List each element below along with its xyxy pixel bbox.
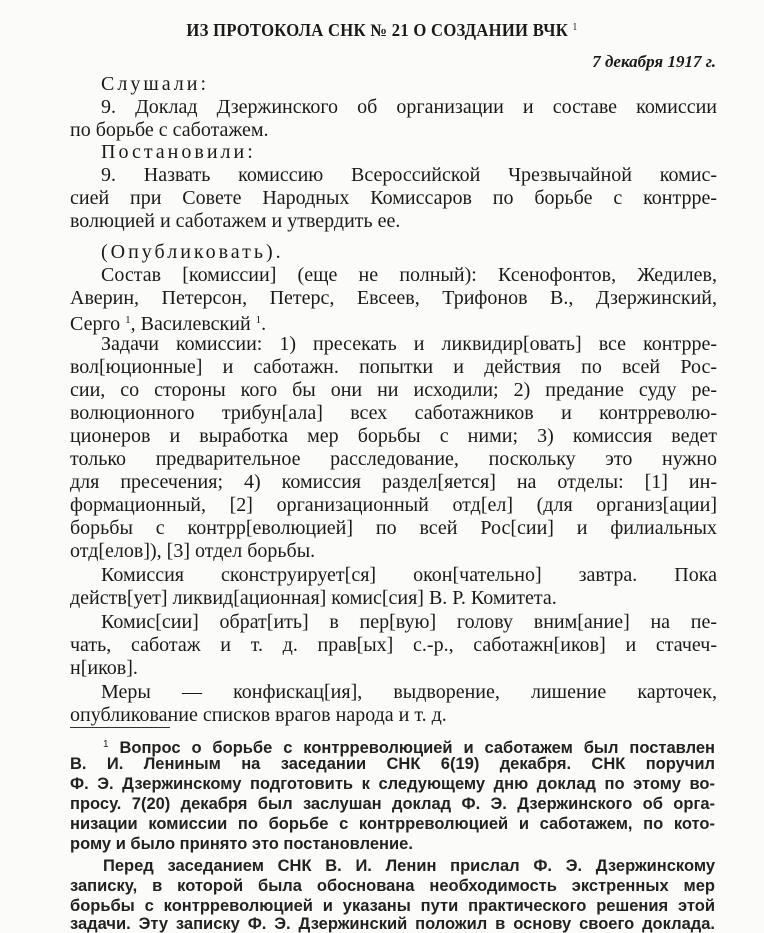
footnote-text: Вопрос о борьбе с контрреволюцией и саботажем был поставлен [119,739,715,757]
tasks-line: формационный, [2] организационный отд[ел] (для организ[ации] [70,494,717,516]
publish-note: (Опубликовать). [101,241,284,263]
construct-line: Комиссия сконструирует[ся] окон[чательно] завтра. Пока [101,564,717,586]
measures-line: опубликование списков врагов народа и т. д. [70,704,447,726]
footnote-line: Ф. Э. Дзержинскому подготовить к следующему дню доклад по этому во- [70,775,715,793]
heard-line: по борьбе с саботажем. [70,119,269,141]
attention-line: чать, саботаж и т. д. прав[ых] с.-р., саботажн[иков] и стачеч- [70,634,717,656]
document-date: 7 декабря 1917 г. [592,52,716,71]
tasks-line: волюционного трибун[ала] всех саботажников и контрреволю- [70,402,717,424]
title-text: ИЗ ПРОТОКОЛА СНК № 21 О СОЗДАНИИ ВЧК [186,20,569,40]
footnote-line: борьбы с контрреволюцией и указаны пути практического решения этой [70,897,715,915]
tasks-line: отд[елов]), [3] отдел борьбы. [70,540,316,562]
attention-line: н[иков]. [70,657,138,679]
attention-line: Комис[сии] обрат[ить] в пер[вую] голову вним[ание] на пе- [101,611,717,633]
member-sergo: Серго [70,313,126,335]
resolved-line: волюцией и саботажем и утвердить ее. [70,210,401,232]
resolved-line: 9. Назвать комиссию Всероссийской Чрезвычайной комис- [101,164,717,186]
footnote-line: задачи. Эту записку Ф. Э. Дзержинский положил в основу своего доклада. [70,915,715,933]
footnote-line: записку, в которой была обоснована необходимость экстренных мер [70,877,715,895]
construct-line: действ[ует] ликвид[ационная] комис[сия] В. Р. Комитета. [70,587,557,609]
tasks-line: вол[юционные] и саботажн. попытки и действия по всей Рос- [70,356,717,378]
title-footnote-mark: 1 [572,22,578,33]
tasks-line: сии, со стороны кого бы они ни исходили; 2) предание суду ре- [70,379,717,401]
measures-line: Меры — конфискац[ия], выдворение, лишение карточек, [101,681,717,703]
member-vasilevsky: , Василевский [130,313,256,335]
footnote-mark: 1 [125,314,131,326]
resolved-line: сией при Совете Народных Комиссаров по борьбе с контрре- [70,187,717,209]
heard-line: 9. Доклад Дзержинского об организации и составе комиссии [101,96,717,118]
tasks-line: борьбы с контрр[еволюцией] по всей Рос[сии] и филиальных [70,517,717,539]
footnote-separator [70,727,170,728]
heard-label: Слушали: [101,73,210,95]
tasks-line: ционеров и выработка мер борьбы с ними; 3) комиссия ведет [70,425,717,447]
document-title [19,20,745,41]
members-line: Состав [комиссии] (еще не полный): Ксенофонтов, Жедилев, [101,264,717,286]
members-line-last [70,309,717,335]
footnote-line: низации комиссии по борьбе с контрреволюцией и саботажем, по кото- [70,815,715,833]
footnote-mark: 1 [103,739,109,750]
tasks-line: Задачи комиссии: 1) пресекать и ликвидир[овать] все контрре- [101,333,717,355]
members-line: Аверин, Петерсон, Петерс, Евсеев, Трифонов В., Дзержинский, [70,287,717,309]
tasks-line: для пресечения; 4) комиссия раздел[яется] на отделы: [1] ин- [70,471,717,493]
footnote-line: В. И. Лениным на заседании СНК 6(19) декабря. СНК поручил [70,755,715,773]
tasks-line: только предварительное расследование, поскольку это нужно [70,448,717,470]
footnote-line: рому и было принято это постановление. [70,835,413,853]
footnote-line: Перед заседанием СНК В. И. Ленин прислал Ф. Э. Дзержинскому [103,857,715,875]
footnote-line: просу. 7(20) декабря был заслушан доклад Ф. Э. Дзержинского об орга- [70,795,715,813]
footnote-mark: 1 [255,314,262,326]
punctuation: . [261,313,267,335]
resolved-label: Постановили: [101,141,256,163]
